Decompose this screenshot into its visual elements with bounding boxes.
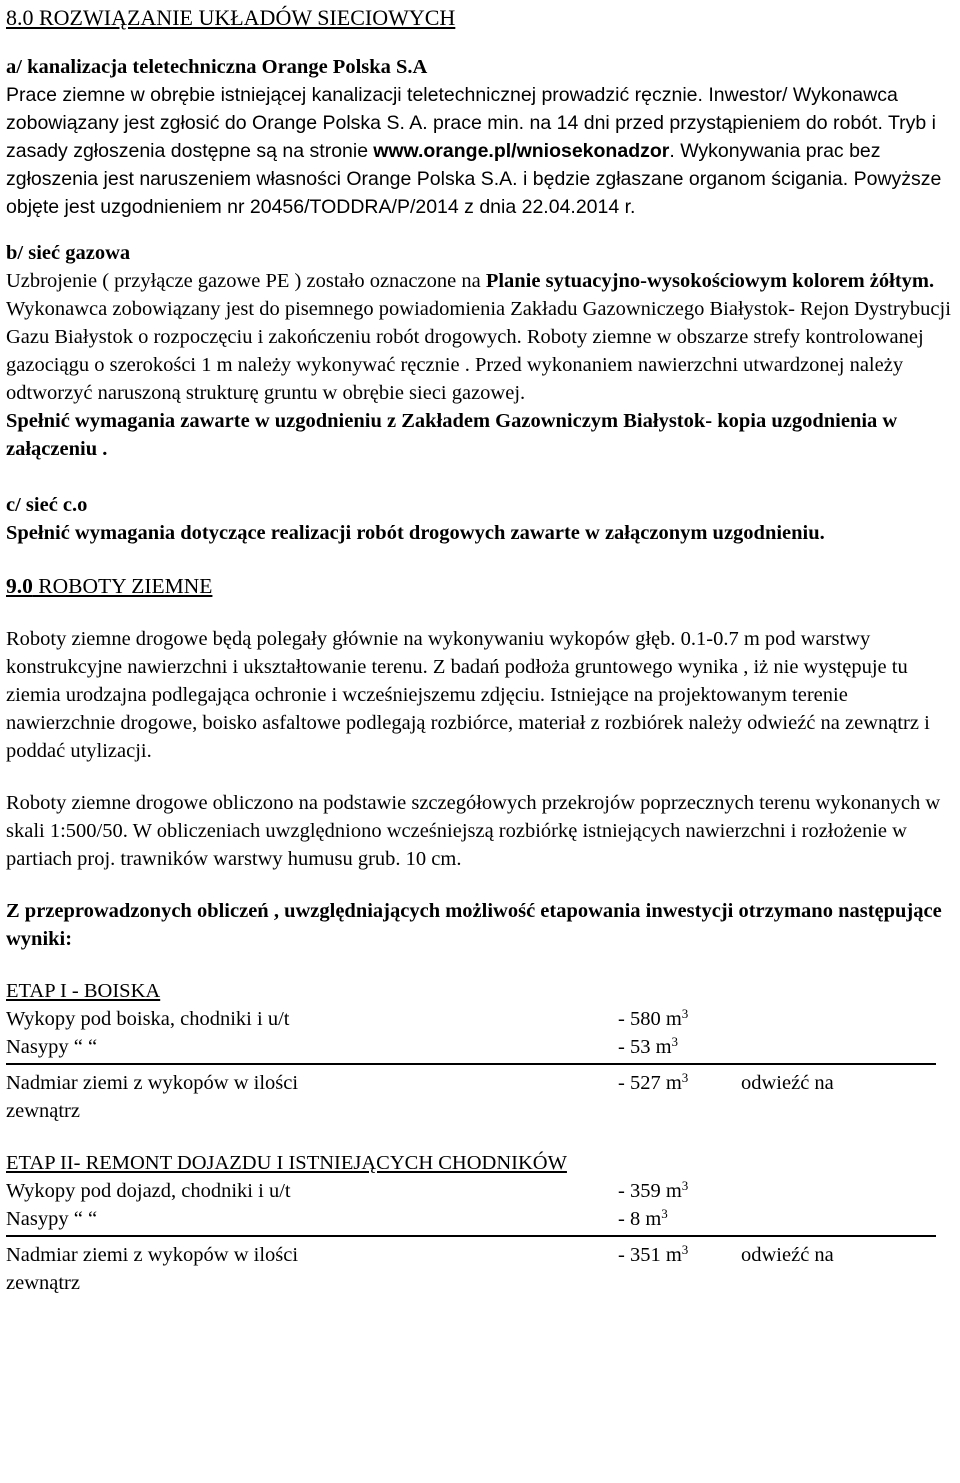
etap-2-row-nadmiar <box>6 1241 956 1269</box>
subsection-b-paragraph-3: Spełnić wymagania zawarte w uzgodnieniu z Zakładem Gazowniczym Białystok- kopia uzgodnienia w załączeniu . <box>6 410 898 460</box>
etap-2-row-nasypy <box>6 1205 956 1233</box>
etap-2-row-wykopy <box>6 1177 956 1205</box>
section-9-paragraph-2: Roboty ziemne drogowe obliczono na podstawie szczegółowych przekrojów poprzecznych terenu wykonanych w skali 1:500/50. W obliczeniach uwzględniono wcześniejszą rozbiórkę istniejących nawierzchni i rozłożenie w partiach proj. trawników warstwy humusu grub. 10 cm. <box>6 792 941 870</box>
etap-1-nadmiar-value: - 527 $m^3$ <box>618 1070 689 1094</box>
etap-1-nasypy-value: - 53 $m^3$ <box>618 1034 679 1058</box>
etap-1-row-wykopy <box>6 1005 956 1033</box>
subsection-a-text-1: Prace ziemne w obrębie istniejącej kanalizacji teletechnicznej prowadzić ręcznie. Inwestor/ Wykonawca zobowiązany jest zgłosić do Orange Polska S. A. prace min. na 14 dni przed przystąpieniem do robót. Tryb i zasady zgłoszenia dostępne są na stronie <box>6 84 936 162</box>
etap-1-nasypy-label: Nasypy “ “ <box>6 1036 98 1058</box>
etap-2-divider <box>6 1235 936 1237</box>
etap-1-nadmiar-tail: odwieźć na <box>741 1072 834 1094</box>
etap-1-nadmiar-label: Nadmiar ziemi z wykopów w ilości <box>6 1072 299 1094</box>
subsection-a-text-2: . Wykonywania prac bez zgłoszenia jest naruszeniem własności Orange Polska S.A. i będzie zgłaszane organom ścigania. Powyższe objęte jest uzgodnieniem nr 20456/TODDRA/P/2014 z dnia 22.04.2014 r. <box>6 140 942 218</box>
etap-2-nadmiar-continuation: zewnątrz <box>6 1272 80 1294</box>
etap-2-wykopy-label: Wykopy pod dojazd, chodniki i u/t <box>6 1180 291 1202</box>
etap-2-title: ETAP II- REMONT DOJAZDU I ISTNIEJĄCYCH CHODNIKÓW <box>6 1152 567 1174</box>
section-9-heading <box>6 571 956 601</box>
subsection-c-paragraph: Spełnić wymagania dotyczące realizacji robót drogowych zawarte w załączonym uzgodnieniu. <box>6 522 825 544</box>
section-9-paragraph-1: Roboty ziemne drogowe będą polegały głównie na wykonywaniu wykopów głęb. 0.1-0.7 m pod warstwy konstrukcyjne nawierzchni i ukształtowanie terenu. Z badań podłoża gruntowego wynika , iż nie występuje tu ziemia urodzajna podlegająca ochronie i wcześniejszemu zdjęciu. Istniejące na projektowanym terenie nawierzchnie drogowe, boisko asfaltowe podlegają rozbiórce, materiał z rozbiórek należy odwieźć na zewnątrz i poddać utylizacji. <box>6 628 930 762</box>
subsection-b-paragraph-2: Wykonawca zobowiązany jest do pisemnego powiadomienia Zakładu Gazowniczego Białystok- Rejon Dystrybucji Gazu Białystok o rozpoczęciu i zakończeniu robót drogowych. Roboty ziemne w obszarze strefy kontrolowanej gazociągu o szerokości 1 m należy wykonywać ręcznie . Przed wykonaniem nawierzchni utwardzonej należy odtworzyć naruszoną strukturę gruntu w obrębie sieci gazowej. <box>6 298 951 404</box>
etap-2-nadmiar-tail: odwieźć na <box>741 1244 834 1266</box>
section-9-paragraph-3: Z przeprowadzonych obliczeń , uwzględniających możliwość etapowania inwestycji otrzymano następujące wyniki: <box>6 900 942 950</box>
etap-2-nadmiar-label: Nadmiar ziemi z wykopów w ilości <box>6 1244 299 1266</box>
section-9-title: ROBOTY ZIEMNE <box>32 574 213 598</box>
orange-link[interactable]: www.orange.pl/wniosekonadzor <box>373 140 670 162</box>
etap-2-nasypy-label: Nasypy “ “ <box>6 1208 98 1230</box>
subsection-a-title: a/ kanalizacja teletechniczna Orange Polska S.A <box>6 56 428 78</box>
etap-1-row-nadmiar <box>6 1069 956 1097</box>
etap-1-wykopy-value: - 580 $m^3$ <box>618 1006 689 1030</box>
etap-2-nadmiar-value: - 351 $m^3$ <box>618 1242 689 1266</box>
document-page <box>6 3 956 1297</box>
subsection-a-paragraph <box>6 81 956 221</box>
subsection-c-title: c/ sieć c.o <box>6 494 88 516</box>
etap-2-nasypy-value: - 8 $m^3$ <box>618 1206 668 1230</box>
subsection-b-bold-1: Planie sytuacyjno-wysokościowym kolorem żółtym. <box>485 270 935 292</box>
etap-1-wykopy-label: Wykopy pod boiska, chodniki i u/t <box>6 1008 290 1030</box>
subsection-b-paragraph-1 <box>6 267 956 295</box>
subsection-b-text-1: Uzbrojenie ( przyłącze gazowe PE ) zostało oznaczone na <box>6 270 486 292</box>
subsection-b-title: b/ sieć gazowa <box>6 242 131 264</box>
etap-1-nadmiar-continuation: zewnątrz <box>6 1100 80 1122</box>
etap-2-wykopy-value: - 359 $m^3$ <box>618 1178 689 1202</box>
section-9-number: 9.0 <box>6 574 33 598</box>
etap-1-divider <box>6 1063 936 1065</box>
etap-1-title: ETAP I - BOISKA <box>6 980 161 1002</box>
section-8-heading: 8.0 ROZWIĄZANIE UKŁADÓW SIECIOWYCH <box>6 5 456 30</box>
etap-1-row-nasypy <box>6 1033 956 1061</box>
